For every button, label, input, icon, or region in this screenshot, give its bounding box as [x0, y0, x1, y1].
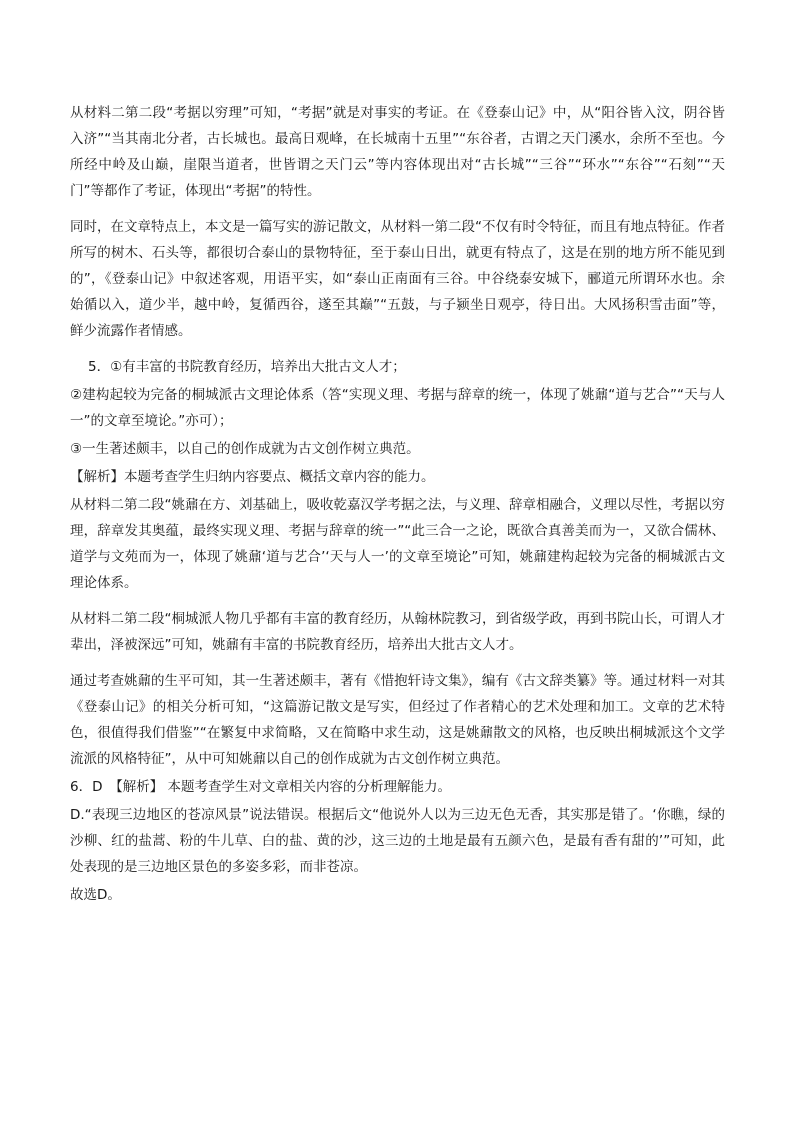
answer-5-point-2: ②建构起较为完备的桐城派古文理论体系（答“实现义理、考据与辞章的统一，体现了姚鼐“道与艺合”“天与人一”的文章至境论。”亦可）；	[70, 387, 725, 429]
analysis-6-option-d: D.“表现三边地区的苍凉风景”说法错误。根据后文“他说外人以为三边无色无香，其实那是错了。‘你瞧，绿的沙柳、红的盐蒿、粉的牛儿草、白的盐、黄的沙，这三边的土地是最有五颜六色，是最有香有甜的’”可知，此处表现的是三边地区景色的多姿多彩，而非苍凉。	[70, 807, 725, 875]
analysis-5-education: 从材料二第二段“桐城派人物几乎都有丰富的教育经历，从翰林院教习，到省级学政，再到书院山长，可谓人才辈出，泽被深远”可知，姚鼐有丰富的书院教育经历，培养出大批古文人才。	[70, 611, 725, 653]
answer-6-conclusion: 故选D。	[70, 887, 121, 903]
analysis-5-works: 通过考查姚鼐的生平可知，其一生著述颇丰，著有《惜抱轩诗文集》，编有《古文辞类纂》等。通过材料一对其《登泰山记》的相关分析可知，“这篇游记散文是写实，但经过了作者精心的艺术处理和加工。文章的艺术特色，很值得我们借鉴”“在繁复中求简略，又在简略中求生动，这是姚鼐散文的风格，也反映出桐城派这个文学流派的风格特征”，从中可知姚鼐以自己的创作成就为古文创作树立典范。	[70, 673, 725, 767]
answer-5-point-3: ③一生著述颇丰，以自己的创作成就为古文创作树立典范。	[70, 441, 420, 457]
answer-content	[70, 100, 725, 910]
paragraph-writing-features: 同时，在文章特点上，本文是一篇写实的游记散文，从材料一第二段“不仅有时令特征，而且有地点特征。作者所写的树木、石头等，都很切合泰山的景物特征，至于泰山日出，就更有特点了，这是在别的地方所不能见到的”，《登泰山记》中叙述客观，用语平实，如“泰山正南面有三谷。中谷绕泰安城下，郦道元所谓环水也。余始循以入，道少半，越中岭，复循西谷，遂至其巅”“五鼓，与子颍坐日观亭，待日出。大风扬积雪击面”等，鲜少流露作者情感。	[70, 219, 725, 339]
analysis-5-intro: 【解析】本题考查学生归纳内容要点、概括文章内容的能力。	[70, 469, 435, 485]
analysis-5-theory: 从材料二第二段“姚鼐在方、刘基础上，吸收乾嘉汉学考据之法，与义理、辞章相融合，义理以尽性，考据以穷理，辞章发其奥蕴，最终实现义理、考据与辞章的统一”“此三合一之论，既欲合真善美而为一，又欲合儒林、道学与文苑而为一，体现了姚鼐‘道与艺合’‘天与人一’的文章至境论”可知，姚鼐建构起较为完备的桐城派古文理论体系。	[70, 497, 725, 591]
answer-5-point-1: 5．①有丰富的书院教育经历，培养出大批古文人才；	[88, 359, 406, 375]
paragraph-kaoju-analysis: 从材料二第二段“考据以穷理”可知，“考据”就是对事实的考证。在《登泰山记》中，从“阳谷皆入汶，阴谷皆入济”“当其南北分者，古长城也。最高日观峰，在长城南十五里”“东谷者，古谓之天门溪水，余所不至也。今所经中岭及山巅，崖限当道者，世皆谓之天门云”等内容体现出对“古长城”“三谷”“环水”“东谷”“石刻”“天门”等都作了考证，体现出“考据”的特性。	[70, 105, 725, 199]
answer-6-header: 6．D 【解析】 本题考查学生对文章相关内容的分析理解能力。	[70, 779, 452, 795]
